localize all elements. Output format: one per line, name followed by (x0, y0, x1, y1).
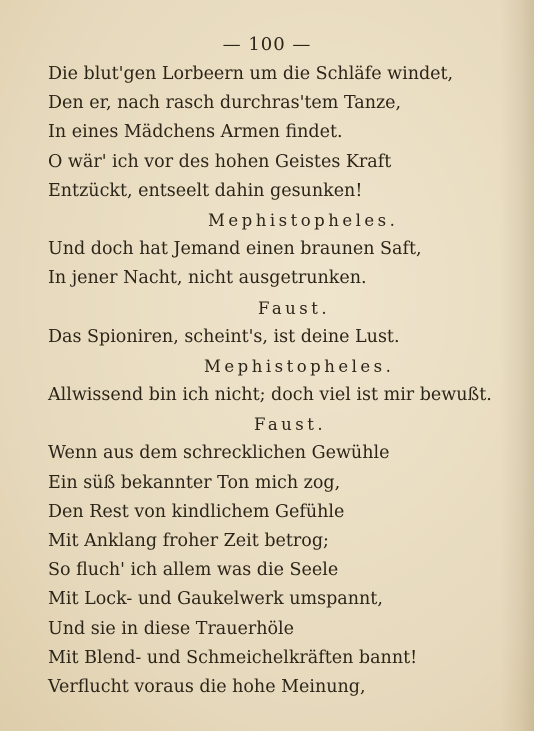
verse-line: In jener Nacht, nicht ausgetrunken. (48, 268, 367, 289)
page-number: — 100 — (222, 34, 312, 55)
verse-line: Allwissend bin ich nicht; doch viel ist mir bewußt. (48, 385, 492, 406)
verse-line: So fluch' ich allem was die Seele (48, 560, 339, 581)
verse-line: Und doch hat Jemand einen braunen Saft, (48, 239, 422, 260)
speaker-name: Mephistopheles. (204, 356, 395, 376)
verse-line: Die blut'gen Lorbeern um die Schläfe windet, (48, 64, 454, 84)
verse-line: Das Spioniren, scheint's, ist deine Lust. (48, 326, 400, 347)
verse-line: Mit Blend- und Schmeichelkräften bannt! (48, 647, 418, 668)
verse-line: Den er, nach rasch durchras'tem Tanze, (48, 93, 402, 114)
verse-line: Ein süß bekannter Ton mich zog, (48, 472, 341, 493)
speaker-name: Faust. (258, 298, 331, 318)
verse-line: Entzückt, entseelt dahin gesunken! (48, 180, 363, 201)
verse-text-block (48, 60, 492, 702)
speaker-name: Faust. (254, 415, 327, 435)
verse-line: Und sie in diese Trauerhöle (48, 618, 294, 639)
page-edge-shadow (500, 0, 534, 731)
verse-line: Wenn aus dem schrecklichen Gewühle (48, 443, 390, 464)
verse-line: Den Rest von kindlichem Gefühle (48, 501, 345, 522)
verse-line: O wär' ich vor des hohen Geistes Kraft (48, 151, 392, 172)
verse-line: Mit Lock- und Gaukelwerk umspannt, (48, 589, 383, 610)
verse-line: Mit Anklang froher Zeit betrog; (48, 531, 329, 551)
verse-line: In eines Mädchens Armen findet. (48, 122, 343, 143)
speaker-name: Mephistopheles. (208, 210, 399, 230)
verse-line: Verflucht voraus die hohe Meinung, (48, 676, 366, 697)
